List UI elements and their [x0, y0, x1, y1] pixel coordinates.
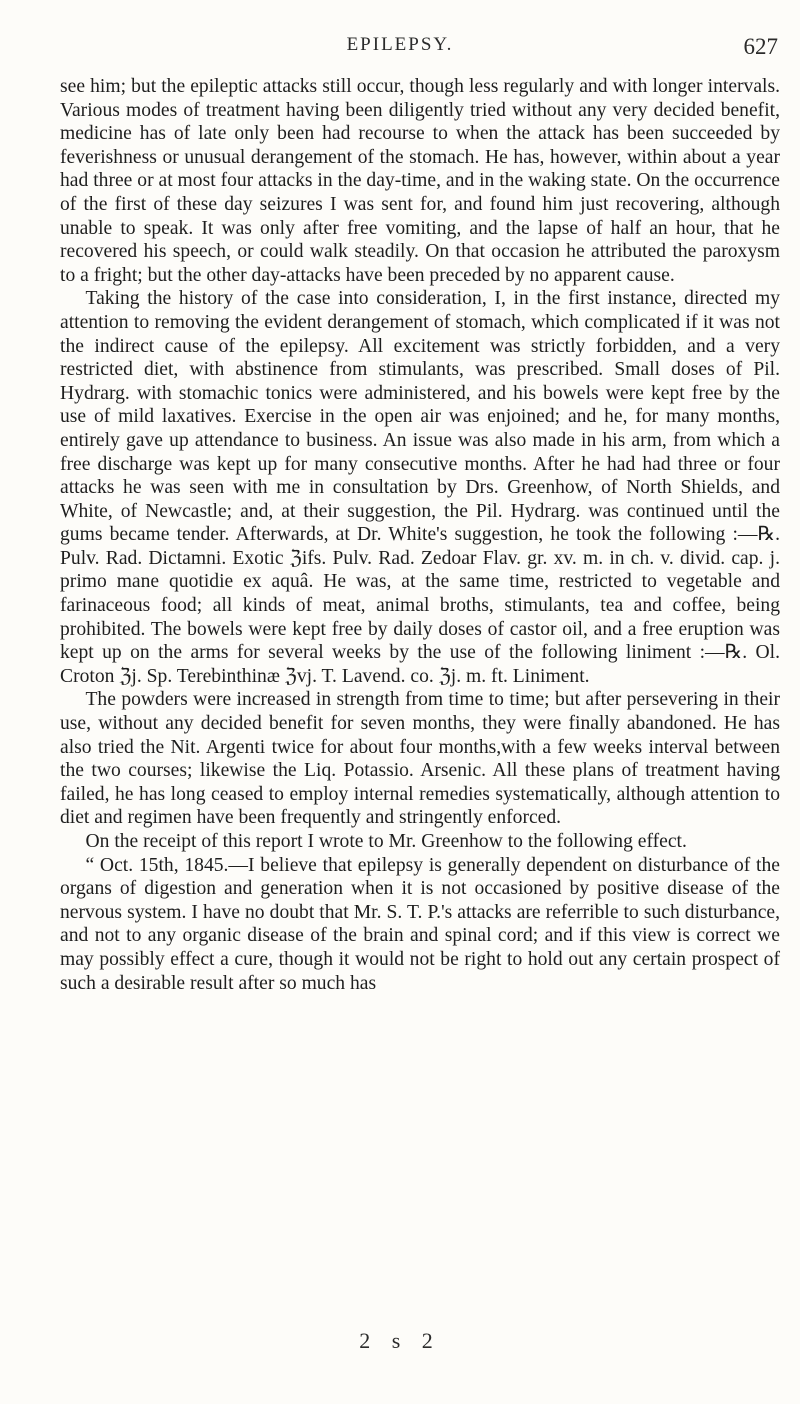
signature-mark: 2 s 2	[359, 1328, 441, 1353]
paragraph-treatment: Taking the history of the case into consideration, I, in the first instance, directed my attention to removing the evident derangement of stomach, which complicated if it was not the indirect cause of the epilepsy. All excitement was strictly forbidden, and a very restricted diet, with abstinence from stimulants, was prescribed. Small doses of Pil. Hydrarg. with stomachic tonics were administered, and his bowels were kept free by the use of mild laxatives. Exercise in the open air was enjoined; and he, for many months, entirely gave up attendance to business. An issue was also made in his arm, from which a free discharge was kept up for many consecutive months. After he had had three or four attacks he was seen with me in consultation by Drs. Greenhow, of North Shields, and White, of Newcastle; and, at their suggestion, the Pil. Hydrarg. was continued until the gums became tender. Afterwards, at Dr. White's suggestion, he took the following :—℞. Pulv. Rad. Dictamni. Exotic ℨifs. Pulv. Rad. Zedoar Flav. gr. xv. m. in ch. v. divid. cap. j. primo mane quotidie ex aquâ. He was, at the same time, restricted to vegetable and farinaceous food; all kinds of meat, animal broths, stimulants, tea and coffee, being prohibited. The bowels were kept free by daily doses of castor oil, and a free eruption was kept up on the arms for several weeks by the use of the following liniment :—℞. Ol. Croton ℨj. Sp. Terebinthinæ ℨvj. T. Lavend. co. ℨj. m. ft. Liniment.	[60, 288, 780, 687]
page-number: 627	[743, 34, 778, 59]
paragraph-powders: The powders were increased in strength from time to time; but after persevering in their use, without any decided benefit for seven months, they were finally abandoned. He has also tried the Nit. Argenti twice for about four months,with a few weeks interval between the two courses; likewise the Liq. Potassio. Arsenic. All these plans of treatment having failed, he has long ceased to employ internal remedies systematically, although attention to diet and regimen have been frequently and stringently enforced.	[60, 689, 780, 829]
paragraph-report: On the receipt of this report I wrote to Mr. Greenhow to the following effect.	[85, 831, 687, 852]
body-text	[60, 75, 780, 995]
running-title: EPILEPSY.	[346, 34, 454, 55]
running-head	[0, 34, 800, 74]
paragraph-continuation: see him; but the epileptic attacks still occur, though less regularly and with longer intervals. Various modes of treatment having been diligently tried without any very decided benefit, medicine has of late only been had recourse to when the attack has been succeeded by feverishness or unusual derangement of the stomach. He has, however, within about a year had three or at most four attacks in the day-time, and in the waking state. On the occurrence of the first of these day seizures I was sent for, and found him just recovering, although unable to speak. It was only after free vomiting, and the lapse of half an hour, that he recovered his speech, or could walk steadily. On that occasion he attributed the paroxysm to a fright; but the other day-attacks have been preceded by no apparent cause.	[60, 76, 780, 286]
paragraph-letter: “ Oct. 15th, 1845.—I believe that epilepsy is generally dependent on disturbance of the organs of digestion and generation when it is not occasioned by positive disease of the nervous system. I have no doubt that Mr. S. T. P.'s attacks are referrible to such disturbance, and not to any organic disease of the brain and spinal cord; and if this view is correct we may possibly effect a cure, though it would not be right to hold out any certain prospect of such a desirable result after so much has	[60, 854, 780, 994]
